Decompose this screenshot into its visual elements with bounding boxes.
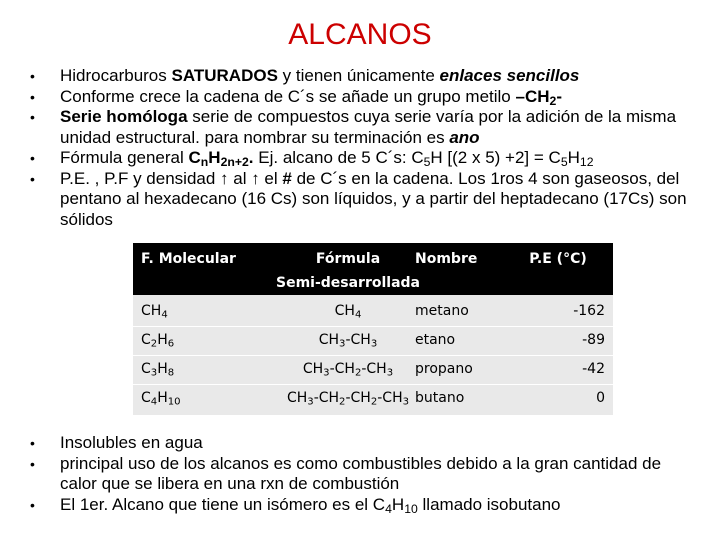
cell-nombre: butano	[415, 390, 465, 406]
text-run: de C´s en la cadena. Los 1ros 4 son gaseosos, del pentano al hexadecano (16 Cs) son líquidos, y a partir del heptadecano (17Cs) son sólidos	[60, 168, 687, 229]
text-run: C	[141, 332, 151, 348]
cell-molecular	[141, 332, 174, 348]
text-run: C	[141, 361, 151, 377]
text-run: 2	[354, 367, 362, 379]
table-row	[133, 356, 613, 385]
text-run: principal uso de los alcanos es como combustibles debido a la gran cantidad de calor que se libera en una rxn de combustión	[60, 453, 662, 493]
bullet-text	[60, 66, 579, 85]
table-row	[133, 298, 613, 327]
cell-pe: -162	[573, 303, 605, 319]
bullet-dot-icon: •	[30, 496, 35, 513]
table-header	[133, 243, 613, 295]
bullet-text	[60, 433, 203, 452]
bullet-dot-icon: •	[30, 455, 35, 472]
text-run: H	[157, 390, 168, 406]
text-run: Hidrocarburos	[60, 66, 172, 85]
text-run: CH	[141, 303, 162, 319]
header-molecular: F. Molecular	[141, 251, 236, 267]
cell-molecular	[141, 303, 168, 319]
header-semi-line2: Semi-desarrollada	[275, 275, 420, 291]
text-run: 2n+2	[220, 155, 249, 170]
bullet-text	[60, 87, 562, 106]
cell-pe: -42	[582, 361, 605, 377]
bullet-text	[60, 495, 561, 514]
text-run: 6	[167, 338, 175, 350]
text-run: -CH	[345, 332, 371, 348]
table-row	[133, 327, 613, 356]
cell-molecular	[141, 361, 174, 377]
bullet-dot-icon: •	[30, 88, 35, 105]
text-run: H	[157, 332, 168, 348]
text-run: 3	[370, 338, 378, 350]
text-run: ano	[449, 127, 480, 147]
text-run: 4	[150, 396, 158, 408]
text-run: CH	[286, 390, 308, 406]
text-run: Ej. alcano de 5 C´s: C	[253, 148, 424, 167]
text-run: .	[248, 148, 254, 167]
text-run: 3	[150, 367, 158, 379]
text-run: 10	[167, 396, 181, 408]
text-run: H	[391, 494, 405, 514]
text-run: 4	[161, 309, 168, 321]
bullet-dot-icon: •	[30, 435, 35, 451]
bullet-dot-icon: •	[30, 170, 35, 187]
bullet-text	[60, 169, 687, 229]
text-run: y tienen únicamente	[277, 66, 440, 85]
text-run: 2	[339, 396, 346, 408]
text-run: 4	[385, 501, 392, 516]
alkanes-table	[133, 243, 613, 415]
text-run: Serie homóloga	[60, 107, 188, 126]
text-run: enlaces sencillos	[439, 66, 580, 85]
bullet-item	[28, 433, 698, 454]
bullet-item	[28, 87, 698, 108]
bullet-item	[28, 495, 698, 516]
text-run: -CH	[345, 390, 371, 406]
text-run: serie de compuestos cuya serie varía por la adición de la misma unidad estructural. para nombrar su terminación es	[60, 107, 677, 147]
text-run: 12	[579, 155, 594, 170]
bullet-text	[60, 454, 661, 494]
text-run: 5	[560, 155, 568, 170]
text-run: –CH	[515, 86, 550, 106]
bullet-item	[28, 107, 698, 148]
text-run: H	[208, 148, 221, 167]
cell-pe: -89	[582, 332, 605, 348]
header-pe: P.E (°C)	[529, 251, 587, 267]
text-run: 3	[307, 396, 314, 408]
text-run: CH	[302, 361, 324, 377]
text-run: n	[200, 155, 209, 170]
text-run: P.E. , P.F y densidad ↑ al ↑ el	[60, 168, 283, 188]
cell-nombre: propano	[415, 361, 473, 377]
text-run: #	[282, 168, 292, 188]
text-run: C	[188, 148, 201, 167]
slide-title: ALCANOS	[288, 18, 432, 51]
text-run: Conforme crece la cadena de C´s se añade un grupo metilo	[60, 86, 516, 106]
text-run: H [(2 x 5) +2] = C	[430, 148, 561, 167]
bullet-dot-icon: •	[30, 109, 35, 125]
text-run: 3	[402, 396, 410, 408]
text-run: Fórmula general	[60, 148, 189, 167]
text-run: 5	[423, 155, 431, 170]
text-run: CH	[318, 332, 340, 348]
bullet-item	[28, 148, 698, 169]
text-run: 3	[339, 338, 346, 350]
bullet-dot-icon: •	[30, 150, 35, 166]
text-run: H	[157, 361, 168, 377]
text-run: 2	[549, 93, 557, 108]
text-run: 3	[386, 367, 394, 379]
header-nombre: Nombre	[415, 251, 478, 267]
text-run: SATURADOS	[171, 66, 278, 85]
bullet-item	[28, 169, 698, 231]
cell-nombre: etano	[415, 332, 456, 348]
text-run: H	[567, 148, 580, 167]
text-run: -CH	[377, 390, 403, 406]
header-semi-line1: Fórmula	[315, 251, 381, 267]
text-run: 4	[354, 309, 362, 321]
text-run: C	[141, 390, 151, 406]
cell-molecular	[141, 390, 181, 406]
text-run: -CH	[313, 390, 340, 406]
bullet-item	[28, 454, 698, 495]
text-run: 10	[404, 501, 418, 516]
cell-pe: 0	[596, 390, 605, 406]
table-row	[133, 385, 613, 414]
bullet-item	[28, 66, 698, 87]
bottom-bullet-list	[28, 433, 698, 515]
text-run: -CH	[329, 361, 355, 377]
text-run: -CH	[361, 361, 387, 377]
bullet-dot-icon: •	[30, 68, 35, 84]
text-run: 8	[167, 367, 175, 379]
text-run: -	[556, 86, 562, 106]
text-run: llamado isobutano	[417, 494, 561, 514]
bullet-text	[60, 107, 676, 147]
text-run: 2	[370, 396, 378, 408]
text-run: CH	[334, 303, 355, 319]
text-run: 3	[323, 367, 330, 379]
text-run: El 1er. Alcano que tiene un isómero es el C	[60, 494, 386, 514]
bullet-text	[60, 148, 594, 170]
cell-nombre: metano	[415, 303, 469, 319]
top-bullet-list	[28, 66, 698, 230]
text-run: Insolubles en agua	[60, 433, 203, 452]
text-run: 2	[150, 338, 158, 350]
